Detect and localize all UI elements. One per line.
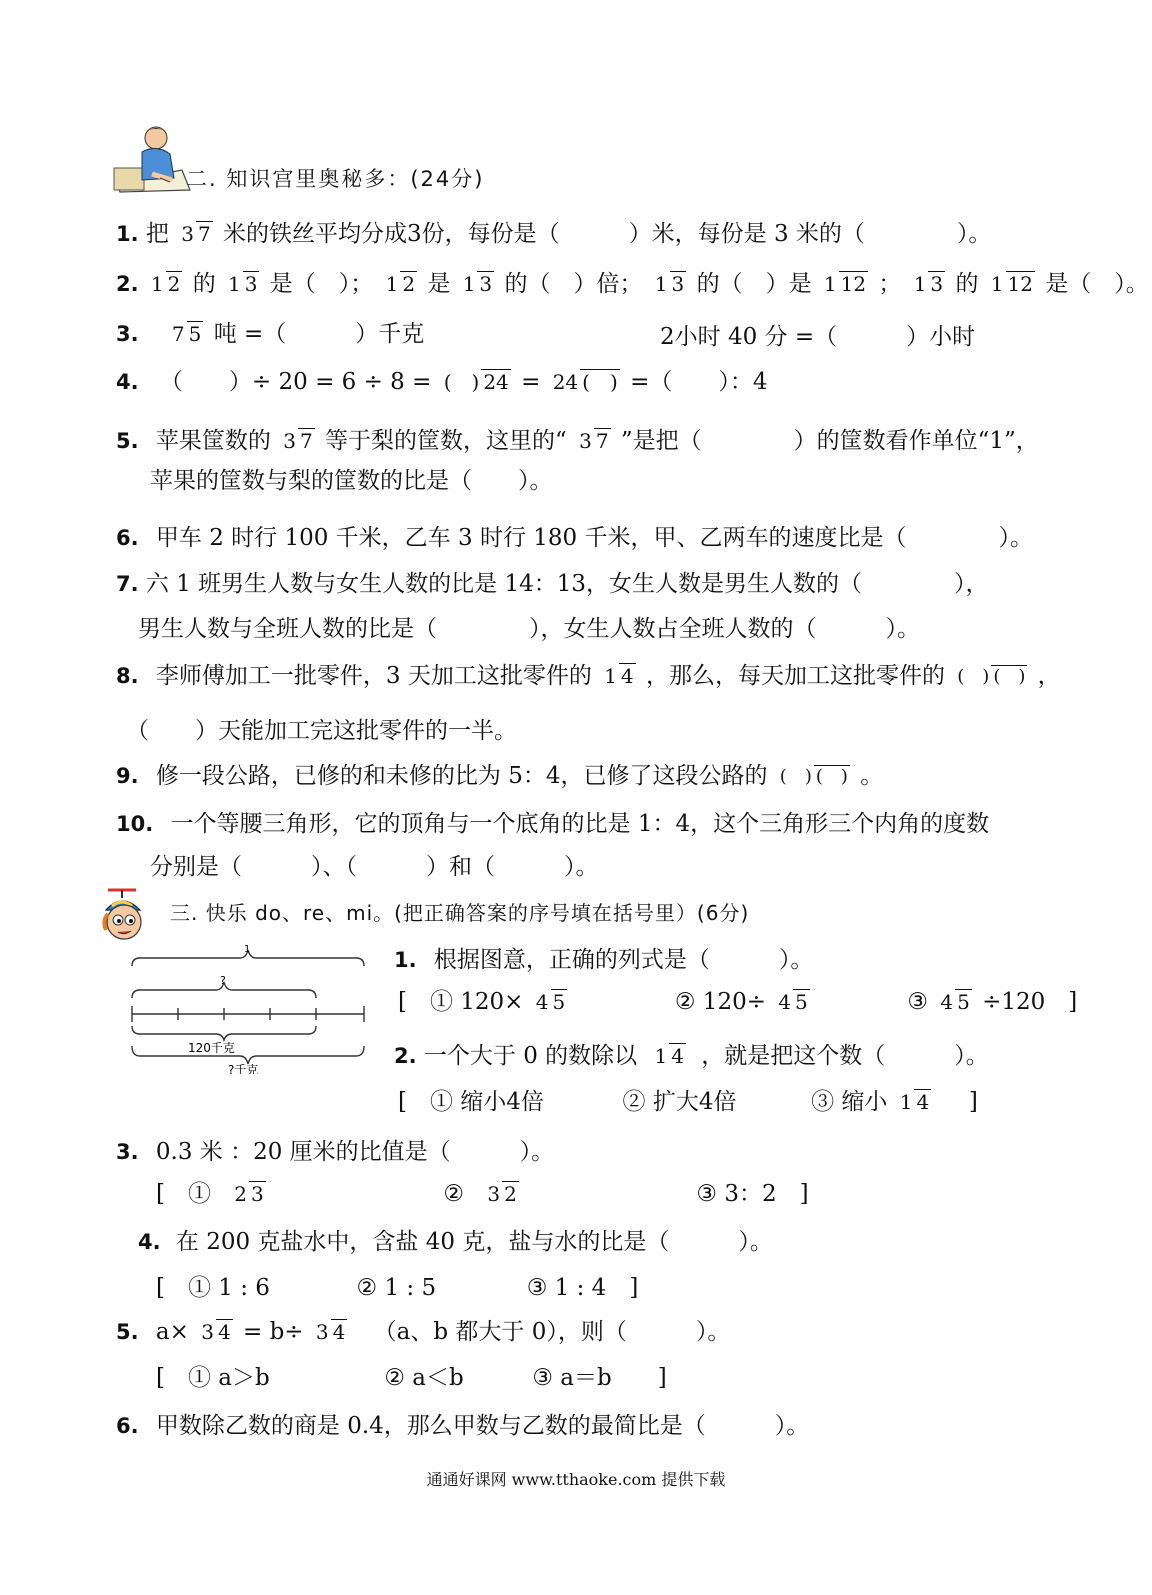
s3-question-6: 6. 甲数除乙数的商是 0.4，那么甲数与乙数的最简比是（ ）。 (116, 1413, 810, 1439)
question-6: 6. 甲车 2 时行 100 千米，乙车 3 时行 180 千米，甲、乙两车的速度比是（ ）。 (116, 525, 1033, 551)
s3-question-5: 5. a× 3 4 = b÷ 3 4 （a、b 都大于 0），则（ ）。 (116, 1319, 731, 1345)
question-8-line2: （ ）天能加工完这批零件的一半。 (126, 718, 517, 744)
question-9: 9. 修一段公路，已修的和未修的比为 5：4，已修了这段公路的 ( ) ( ) 。 (116, 763, 884, 789)
question-7-line2: 男生人数与全班人数的比是（ ），女生人数占全班人数的（ ）。 (138, 616, 920, 642)
s3-question-2-options: [ ① 缩小4倍 ② 扩大4倍 ③ 缩小 1 4 ] (398, 1089, 978, 1115)
question-3: 3. 7 5 吨 =（ ）千克 (116, 321, 425, 347)
question-10: 10. 一个等腰三角形，它的顶角与一个底角的比是 1：4，这个三角形三个内角的度数 (116, 811, 990, 837)
question-1: 1. 把 3 7 米的铁丝平均分成3份，每份是（ ）米，每份是 3 米的（ ）。 (116, 221, 992, 247)
diagram-top-label: 1 (244, 944, 251, 955)
question-2: 2. 1 2 的 1 3 是（ ）； 1 2 是 1 3 的（ ）倍； 1 3 的（ ）是 1 12 ； 1 3 的 1 12 是（ ）。 (116, 271, 1149, 297)
s3-question-3: 3. 0.3 米 ：20 厘米的比值是（ ）。 (116, 1139, 555, 1165)
question-5-line2: 苹果的筐数与梨的筐数的比是（ ）。 (150, 468, 553, 494)
question-7: 7. 六 1 班男生人数与女生人数的比是 14：13，女生人数是男生人数的（ ）， (116, 571, 989, 597)
question-4: 4. （ ）÷ 20 = 6 ÷ 8 = ( ) 24 = 24 ( ) =（ ）：4 (116, 369, 768, 395)
section3-title: 三. 快乐 do、re、mi。(把正确答案的序号填在括号里）(6分) (170, 901, 750, 925)
fraction: 3 7 (181, 221, 211, 246)
question-3-part2: 2小时 40 分 =（ ）小时 (660, 324, 976, 350)
question-5: 5. 苹果筐数的 3 7 等于梨的筐数，这里的“ 3 7 ”是把（ ）的筐数看作单位“1”， (116, 428, 1039, 454)
question-10-line2: 分别是（ ）、（ ）和（ ）。 (150, 854, 599, 880)
boy-writing-icon (112, 122, 192, 198)
diagram-bottom-label: ?千克 (228, 1063, 259, 1074)
question-8: 8. 李师傅加工一批零件，3 天加工这批零件的 1 4 ，那么，每天加工这批零件的 ( ) ( ) ， (116, 663, 1061, 689)
s3-question-2: 2. 一个大于 0 的数除以 1 4 ，就是把这个数（ ）。 (394, 1043, 989, 1069)
segment-diagram (128, 940, 368, 1078)
section2-title: 二. 知识宫里奥秘多：(24分) (186, 167, 485, 191)
s3-question-4-options: [ ① 1 : 6 ② 1 : 5 ③ 1 : 4 ] (156, 1275, 639, 1301)
footer: 通通好课网 www.tthaoke.com 提供下载 (426, 1470, 726, 1489)
s3-question-1-options: [ ① 120× 4 5 ② 120÷ 4 5 ③ 4 5 ÷120 ] (398, 989, 1078, 1015)
s3-question-5-options: [ ① a＞b ② a＜b ③ a＝b ] (156, 1365, 667, 1391)
s3-question-4: 4. 在 200 克盐水中，含盐 40 克，盐与水的比是（ ）。 (138, 1229, 773, 1255)
diagram-mid-label: ? (220, 974, 226, 987)
s3-question-3-options: [ ① 2 3 ② 3 2 ③ 3：2 ] (156, 1181, 809, 1207)
diagram-120-label: 120千克 (188, 1041, 235, 1055)
s3-question-1: 1. 根据图意，正确的列式是（ ）。 (394, 947, 814, 973)
